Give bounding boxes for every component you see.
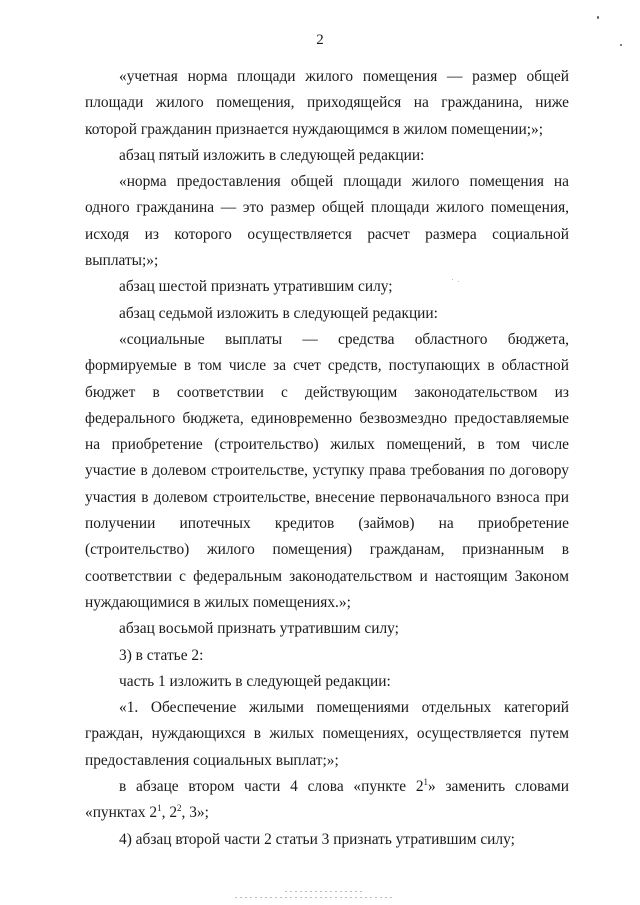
paragraph-fifth-instruction: абзац пятый изложить в следующей редакции: [119,146,425,164]
paragraph-part-1-text: «1. Обеспечение жилыми помещениями отдельных категорий граждан, нуждающихся в жилых помещениях, осуществляется путем предоставления социальных выплат;»; [85,699,569,769]
paragraph-provision-norm: «норма предоставления общей площади жилого помещения на одного гражданина — это размер общей площади жилого помещения, исходя из которого осуществляется расчет размера социальной выплаты;»; [85,173,569,270]
amend-sup-1: 1 [423,776,429,787]
paragraph-seventh-instruction: абзац седьмой изложить в следующей редакции: [119,304,438,322]
paragraph-sixth-repeal: абзац шестой признать утратившим силу; [119,278,393,296]
scan-speck [620,44,622,46]
scan-noise [285,891,365,892]
amend-text-comma: , 2 [161,804,178,822]
scan-speck [452,279,453,280]
scan-speck [597,16,599,19]
paragraph-article-3-repeal: 4) абзац второй части 2 статьи 3 признать утратившим силу; [119,830,515,848]
scan-noise [235,897,395,898]
document-body [85,64,569,853]
paragraph-definition-norm: «учетная норма площади жилого помещения — размер общей площади жилого помещения, приходящейся на гражданина, ниже которой гражданин признается нуждающимся в жилом помещении;»; [85,68,569,138]
amend-text-before: в абзаце втором части 4 слова «пункте 2 [119,778,424,796]
scan-speck [458,281,459,282]
paragraph-part-4-amendment [85,774,569,827]
amend-sup-2: 1 [157,803,162,814]
amend-text-middle: » заменить словами «пунктах 2 [85,778,569,822]
paragraph-article-2-heading: 3) в статье 2: [119,646,204,664]
paragraph-social-payments-definition: «социальные выплаты — средства областного бюджета, формируемые в том числе за счет средств, поступающих в областной бюджет в соответствии с действующим законодательством из федерального бюджета, единовременно безвозмездно предоставляемые на приобретение (строительство) жилых помещений, в том числе участие в долевом строительстве, уступку права требования по договору участия в долевом строительстве, внесение первоначального взноса при получении ипотечных кредитов (займов) на приобретение (строительство) жилого помещения) гражданам, признанным в соответствии с федеральным законодательством и настоящим Законом нуждающимися в жилых помещениях.»; [85,330,569,611]
amend-sup-3: 2 [177,803,182,814]
paragraph-eighth-repeal: абзац восьмой признать утратившим силу; [119,620,399,638]
amend-text-end: , 3»; [181,804,209,822]
page-number: 2 [316,32,324,48]
paragraph-part-1-instruction: часть 1 изложить в следующей редакции: [119,672,391,690]
